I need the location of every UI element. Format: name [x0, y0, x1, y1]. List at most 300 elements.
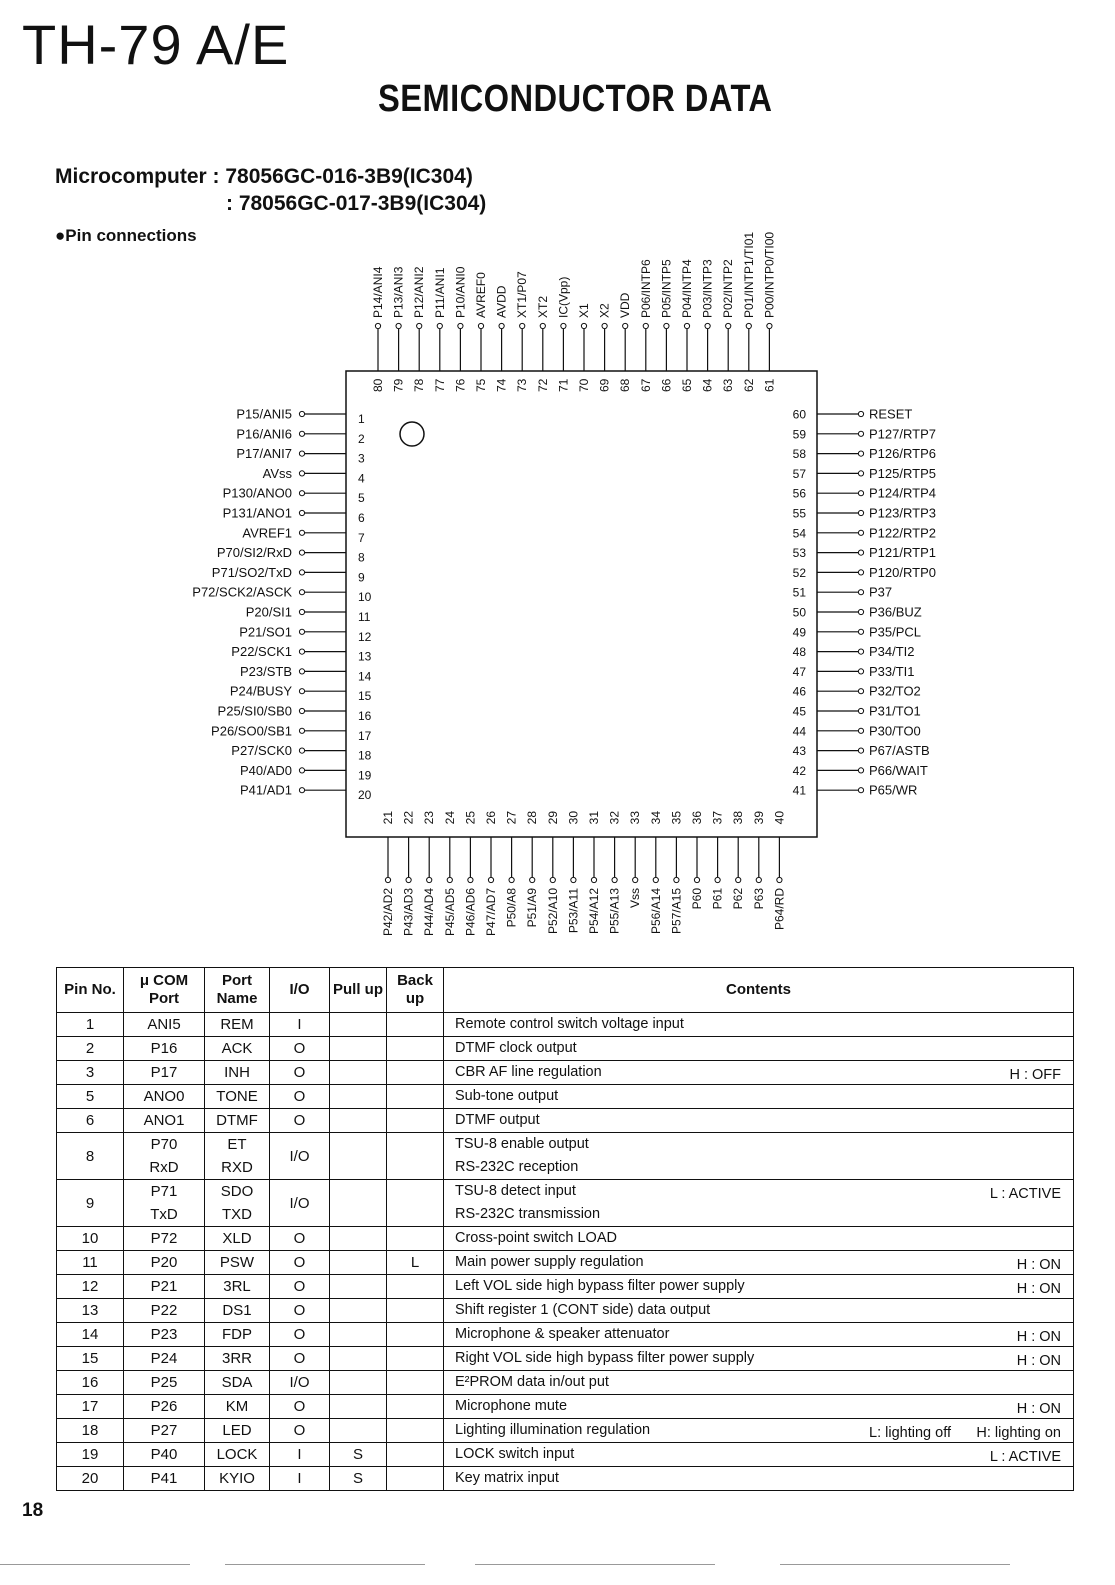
back-cell [387, 1443, 444, 1467]
bottom-pin-number: 39 [751, 811, 766, 825]
contents-cell [444, 1180, 1074, 1227]
pin-terminal [858, 570, 863, 575]
pin-terminal [736, 877, 741, 882]
bottom-pin-label: P42/AD2 [381, 888, 395, 937]
ucom-cell [124, 1013, 205, 1037]
pull-cell [330, 1299, 387, 1323]
pin-terminal [299, 510, 304, 515]
top-pin-label: P12/ANI2 [412, 266, 427, 318]
contents-cell [444, 1037, 1074, 1061]
table-row [57, 1180, 1074, 1227]
io-cell [270, 1109, 330, 1133]
pin-terminal [726, 323, 731, 328]
io-direction: O [293, 1422, 306, 1439]
ucom-port: P22 [150, 1302, 178, 1319]
contents-text: DTMF output [455, 1112, 540, 1128]
bottom-pin-number: 21 [381, 811, 395, 825]
section-title: SEMICONDUCTOR DATA [378, 78, 773, 120]
pin-terminal [684, 323, 689, 328]
right-pin-label: P66/WAIT [869, 762, 928, 778]
ucom-cell [124, 1085, 205, 1109]
top-pin-number: 74 [494, 378, 509, 392]
io-direction: O [293, 1230, 306, 1247]
back-cell [387, 1037, 444, 1061]
top-pin-label: P11/ANI1 [432, 267, 447, 318]
pin-terminal [299, 431, 304, 436]
port-name: KM [225, 1398, 249, 1415]
top-pin-label: P05/INTP5 [659, 259, 674, 318]
pin-terminal [437, 323, 442, 328]
contents-text: CBR AF line regulation [455, 1064, 602, 1080]
back-cell [387, 1371, 444, 1395]
pin-terminal [478, 323, 483, 328]
left-pin-label: P41/AD1 [239, 782, 292, 798]
port-cell [205, 1227, 270, 1251]
port-cell [205, 1467, 270, 1491]
left-pin-label: P25/SI0/SB0 [217, 703, 292, 719]
back-cell [387, 1251, 444, 1275]
pin-cell [57, 1395, 124, 1419]
ucom-port: ANO0 [143, 1088, 185, 1105]
top-pin-label: P03/INTP3 [700, 259, 715, 318]
ucom-port: TxD [150, 1206, 178, 1223]
pin-terminal [385, 877, 390, 882]
io-direction: O [293, 1088, 306, 1105]
left-pin-label: AVss [262, 465, 292, 481]
back-cell [387, 1419, 444, 1443]
pin-terminal [458, 323, 463, 328]
left-pin-number: 11 [358, 610, 371, 624]
bottom-pin-number: 33 [628, 811, 643, 825]
pull-cell [330, 1371, 387, 1395]
pin-terminal [602, 323, 607, 328]
pin-terminal [767, 323, 772, 328]
pin-terminal [299, 590, 304, 595]
pin-terminal [299, 748, 304, 753]
top-pin-number: 61 [762, 378, 777, 392]
pin-terminal [550, 877, 555, 882]
right-pin-number: 52 [792, 565, 806, 580]
bottom-pin-label: P55/A13 [607, 888, 622, 935]
pin-number: 3 [85, 1064, 95, 1081]
pin-terminal [591, 877, 596, 882]
port-name: DTMF [216, 1112, 258, 1129]
pin-terminal [488, 877, 493, 882]
io-direction: O [293, 1254, 306, 1271]
pin-terminal [858, 689, 863, 694]
io-direction: I/O [289, 1147, 310, 1165]
bottom-pin-number: 23 [422, 811, 437, 825]
right-pin-label: P31/TO1 [869, 703, 921, 719]
pin-terminal [756, 877, 761, 882]
back-cell [387, 1109, 444, 1133]
contents-note: L: lighting off [869, 1425, 951, 1441]
io-cell [270, 1037, 330, 1061]
bottom-pin-number: 38 [731, 811, 746, 825]
ucom-cell [124, 1061, 205, 1085]
bottom-pin-label: P51/A9 [525, 888, 540, 928]
ucom-cell [124, 1133, 205, 1180]
top-pin-number: 78 [412, 378, 427, 392]
right-pin-number: 46 [792, 684, 806, 699]
table-row [57, 1227, 1074, 1251]
top-pin-number: 64 [700, 378, 715, 392]
top-pin-number: 70 [577, 378, 591, 392]
left-pin-number: 12 [358, 629, 372, 644]
pin-terminal [858, 431, 863, 436]
right-pin-number: 45 [792, 704, 806, 719]
ucom-cell [124, 1467, 205, 1491]
pin-terminal [581, 323, 586, 328]
pin-cell [57, 1299, 124, 1323]
table-row [57, 1085, 1074, 1109]
pin-terminal [509, 877, 514, 882]
left-pin-number: 6 [358, 511, 365, 525]
left-pin-label: P40/AD0 [239, 762, 292, 778]
left-pin-number: 10 [358, 590, 372, 605]
top-pin-label: X2 [597, 303, 612, 318]
table-row [57, 1037, 1074, 1061]
left-pin-number: 14 [358, 669, 372, 684]
port-name: SDO [220, 1183, 254, 1200]
port-name: XLD [222, 1230, 252, 1247]
pin-number: 10 [81, 1230, 99, 1247]
pin-number: 11 [82, 1254, 98, 1271]
left-pin-label: P130/ANO0 [222, 485, 292, 501]
right-pin-number: 47 [792, 664, 806, 679]
top-pin-label: XT1/P07 [515, 271, 530, 318]
left-pin-label: P26/SO0/SB1 [211, 723, 292, 739]
pin-function-table [56, 967, 1074, 1491]
left-pin-label: AVREF1 [242, 525, 292, 541]
bottom-pin-label: P43/AD3 [401, 888, 416, 937]
top-pin-number: 80 [371, 378, 385, 392]
right-pin-label: P121/RTP1 [869, 545, 936, 561]
pin-terminal [858, 530, 863, 535]
right-pin-number: 48 [792, 645, 806, 660]
bottom-pin-number: 27 [504, 811, 519, 825]
pin-terminal [299, 768, 304, 773]
right-pin-label: P120/RTP0 [869, 564, 936, 580]
contents-cell [444, 1133, 1074, 1180]
contents-text: Sub-tone output [455, 1088, 559, 1104]
contents-text: TSU-8 detect input [455, 1183, 576, 1199]
bottom-pin-label: P53/A11 [566, 888, 581, 934]
pull-cell [330, 1133, 387, 1180]
port-name: FDP [222, 1326, 252, 1343]
contents-note: H : ON [1016, 1401, 1061, 1417]
pin-terminal [858, 629, 863, 634]
left-pin-label: P17/ANI7 [236, 446, 292, 462]
table-row [57, 1275, 1074, 1299]
table-row [57, 1371, 1074, 1395]
io-cell [270, 1251, 330, 1275]
contents-text: RS-232C reception [455, 1159, 579, 1175]
bottom-pin-label: P54/A12 [587, 888, 601, 935]
contents-text: Shift register 1 (CONT side) data output [455, 1302, 711, 1318]
header-port-name: Port Name [205, 968, 270, 1013]
io-cell [270, 1013, 330, 1037]
top-pin-label: P06/INTP6 [638, 259, 653, 318]
io-cell [270, 1133, 330, 1180]
ucom-cell [124, 1180, 205, 1227]
pin-terminal [299, 649, 304, 654]
pin-cell [57, 1061, 124, 1085]
contents-note: H : ON [1016, 1281, 1061, 1297]
right-pin-number: 57 [792, 466, 806, 481]
port-cell [205, 1180, 270, 1227]
top-pin-number: 62 [741, 378, 756, 392]
contents-note: H : ON [1016, 1257, 1061, 1273]
pin-connections-heading: ●Pin connections [55, 226, 197, 245]
pin-terminal [499, 323, 504, 328]
bottom-pin-number: 35 [669, 811, 684, 825]
contents-cell [444, 1467, 1074, 1491]
pin-terminal [674, 877, 679, 882]
right-pin-number: 58 [792, 447, 806, 462]
port-name: PSW [219, 1254, 255, 1271]
back-cell [387, 1275, 444, 1299]
left-pin-label: P22/SCK1 [231, 644, 292, 660]
pin-number: 8 [85, 1147, 95, 1165]
port-cell [205, 1371, 270, 1395]
pin-terminal [299, 609, 304, 614]
port-name: TXD [222, 1206, 252, 1223]
left-pin-number: 15 [358, 689, 372, 704]
port-cell [205, 1251, 270, 1275]
pull-cell [330, 1227, 387, 1251]
pin-cell [57, 1109, 124, 1133]
contents-cell [444, 1251, 1074, 1275]
right-pin-number: 53 [792, 546, 806, 561]
pin-cell [57, 1419, 124, 1443]
back-cell [387, 1227, 444, 1251]
pin-terminal [299, 411, 304, 416]
table-row [57, 1133, 1074, 1180]
pin-terminal [299, 669, 304, 674]
ucom-cell [124, 1347, 205, 1371]
bottom-pin-label: P62 [731, 888, 746, 910]
port-name: 3RR [221, 1350, 252, 1367]
pin-terminal [612, 877, 617, 882]
io-direction: O [293, 1064, 306, 1081]
table-row [57, 1419, 1074, 1443]
bottom-pin-label: P61 [710, 888, 725, 910]
ucom-port: P25 [150, 1374, 178, 1391]
contents-text: E²PROM data in/out put [455, 1374, 609, 1390]
right-pin-number: 49 [792, 625, 806, 640]
pin-terminal [561, 323, 566, 328]
port-cell [205, 1299, 270, 1323]
right-pin-label: P36/BUZ [869, 604, 922, 620]
port-cell [205, 1347, 270, 1371]
pin-terminal [299, 491, 304, 496]
ucom-cell [124, 1037, 205, 1061]
top-pin-label: P14/ANI4 [371, 266, 385, 318]
bottom-pin-number: 40 [772, 811, 787, 825]
left-pin-label: P72/SCK2/ASCK [192, 584, 292, 600]
table-row [57, 1467, 1074, 1491]
left-pin-number: 20 [358, 788, 372, 803]
bottom-pin-number: 28 [525, 811, 540, 825]
bottom-pin-number: 26 [484, 811, 498, 825]
right-pin-label: RESET [869, 406, 913, 422]
left-pin-number: 18 [358, 748, 372, 763]
bottom-pin-label: P56/A14 [648, 888, 663, 935]
ucom-port: P41 [150, 1470, 178, 1487]
top-pin-number: 79 [391, 378, 406, 392]
bottom-pin-label: P46/AD6 [463, 888, 478, 937]
right-pin-label: P32/TO2 [869, 683, 921, 699]
contents-note: H : ON [1016, 1353, 1061, 1369]
ucom-port: P23 [150, 1326, 178, 1343]
bottom-pin-label: P47/AD7 [484, 888, 498, 937]
pin-terminal [653, 877, 658, 882]
pin-cell [57, 1323, 124, 1347]
bottom-pin-label: P57/A15 [669, 888, 684, 935]
right-pin-label: P33/TI1 [869, 663, 915, 679]
port-name: SDA [221, 1374, 253, 1391]
pin-terminal [520, 323, 525, 328]
header-pull-up: Pull up [330, 968, 387, 1013]
right-pin-number: 41 [792, 783, 806, 798]
pin-cell [57, 1275, 124, 1299]
pin-terminal [777, 877, 782, 882]
port-name: LED [222, 1422, 252, 1439]
port-name: DS1 [222, 1302, 252, 1319]
io-cell [270, 1275, 330, 1299]
top-pin-number: 71 [556, 378, 571, 392]
pin-number: 9 [85, 1194, 95, 1212]
io-direction: O [293, 1302, 306, 1319]
contents-cell [444, 1227, 1074, 1251]
port-name: TONE [216, 1088, 258, 1105]
microcomputer-label: Microcomputer : 78056GC-016-3B9(IC304) [55, 165, 473, 188]
bottom-pin-number: 31 [587, 811, 601, 825]
contents-cell [444, 1323, 1074, 1347]
left-pin-label: P131/ANO1 [222, 505, 292, 521]
port-cell [205, 1133, 270, 1180]
contents-text: TSU-8 enable output [455, 1136, 589, 1152]
back-cell [387, 1467, 444, 1491]
pin-terminal [571, 877, 576, 882]
port-name: LOCK [216, 1446, 258, 1463]
pull-cell [330, 1419, 387, 1443]
top-pin-label: P13/ANI3 [391, 266, 406, 318]
ucom-port: ANI5 [147, 1016, 181, 1033]
right-pin-label: P34/TI2 [869, 644, 915, 660]
contents-cell [444, 1299, 1074, 1323]
pin-terminal [858, 728, 863, 733]
page-number: 18 [22, 1500, 44, 1521]
left-pin-number: 16 [358, 709, 372, 723]
pin-terminal [858, 550, 863, 555]
top-pin-number: 77 [432, 378, 447, 392]
pin-terminal [623, 323, 628, 328]
contents-text: Lighting illumination regulation [455, 1422, 651, 1438]
pin-cell [57, 1085, 124, 1109]
pin-terminal [858, 788, 863, 793]
contents-text: Left VOL side high bypass filter power supply [455, 1278, 745, 1294]
left-pin-label: P15/ANI5 [236, 406, 292, 422]
port-cell [205, 1395, 270, 1419]
ucom-port: P27 [150, 1422, 178, 1439]
right-pin-label: P124/RTP4 [869, 485, 936, 501]
pin-number: 6 [85, 1112, 95, 1129]
bottom-pin-number: 24 [442, 811, 457, 825]
pin-terminal [705, 323, 710, 328]
ucom-cell [124, 1275, 205, 1299]
header-back-up: Back up [387, 968, 444, 1013]
back-cell [387, 1061, 444, 1085]
left-pin-label: P21/SO1 [239, 624, 292, 640]
pin-terminal [633, 877, 638, 882]
bottom-pin-number: 32 [607, 811, 622, 825]
ucom-cell [124, 1371, 205, 1395]
top-pin-number: 72 [535, 378, 550, 392]
pull-cell [330, 1085, 387, 1109]
ucom-cell [124, 1323, 205, 1347]
io-direction: I [297, 1446, 302, 1463]
contents-note: H : ON [1016, 1329, 1061, 1345]
top-pin-number: 63 [721, 378, 736, 392]
pin-cell [57, 1037, 124, 1061]
pin-cell [57, 1251, 124, 1275]
bottom-pin-label: P44/AD4 [422, 888, 437, 937]
table-header-row [57, 968, 1074, 1013]
pull-cell [330, 1395, 387, 1419]
right-pin-label: P126/RTP6 [869, 446, 936, 462]
ucom-port: P40 [150, 1446, 178, 1463]
bottom-pin-label: P64/RD [772, 888, 787, 931]
io-direction: I [297, 1016, 302, 1033]
contents-text: DTMF clock output [455, 1040, 577, 1056]
top-pin-label: P01/INTP1/TI01 [741, 231, 756, 318]
left-pin-label: P16/ANI6 [236, 426, 292, 442]
pull-up: S [352, 1446, 363, 1463]
contents-cell [444, 1371, 1074, 1395]
pin-terminal [858, 649, 863, 654]
pin-terminal [299, 570, 304, 575]
contents-note: H: lighting on [976, 1425, 1061, 1441]
left-pin-label: P71/SO2/TxD [211, 564, 292, 580]
pin-terminal [664, 323, 669, 328]
port-name: REM [220, 1016, 254, 1033]
top-pin-number: 75 [474, 378, 488, 392]
pin-terminal [396, 323, 401, 328]
io-cell [270, 1347, 330, 1371]
pin-terminal [299, 728, 304, 733]
pin-terminal [858, 471, 863, 476]
left-pin-number: 19 [358, 768, 372, 783]
port-cell [205, 1037, 270, 1061]
io-direction: O [293, 1350, 306, 1367]
contents-note: H : OFF [1009, 1067, 1061, 1083]
port-cell [205, 1323, 270, 1347]
pin-terminal [858, 510, 863, 515]
right-pin-number: 55 [792, 506, 806, 521]
bottom-pin-number: 29 [545, 811, 560, 825]
back-up: L [410, 1254, 420, 1271]
pin-terminal [406, 877, 411, 882]
left-pin-label: P27/SCK0 [231, 743, 292, 759]
left-pin-label: P70/SI2/RxD [216, 545, 292, 561]
bottom-pin-label: P45/AD5 [442, 888, 457, 937]
io-direction: O [293, 1326, 306, 1343]
ucom-port: P24 [150, 1350, 178, 1367]
right-pin-number: 59 [792, 427, 806, 442]
ucom-port: P21 [150, 1278, 178, 1295]
